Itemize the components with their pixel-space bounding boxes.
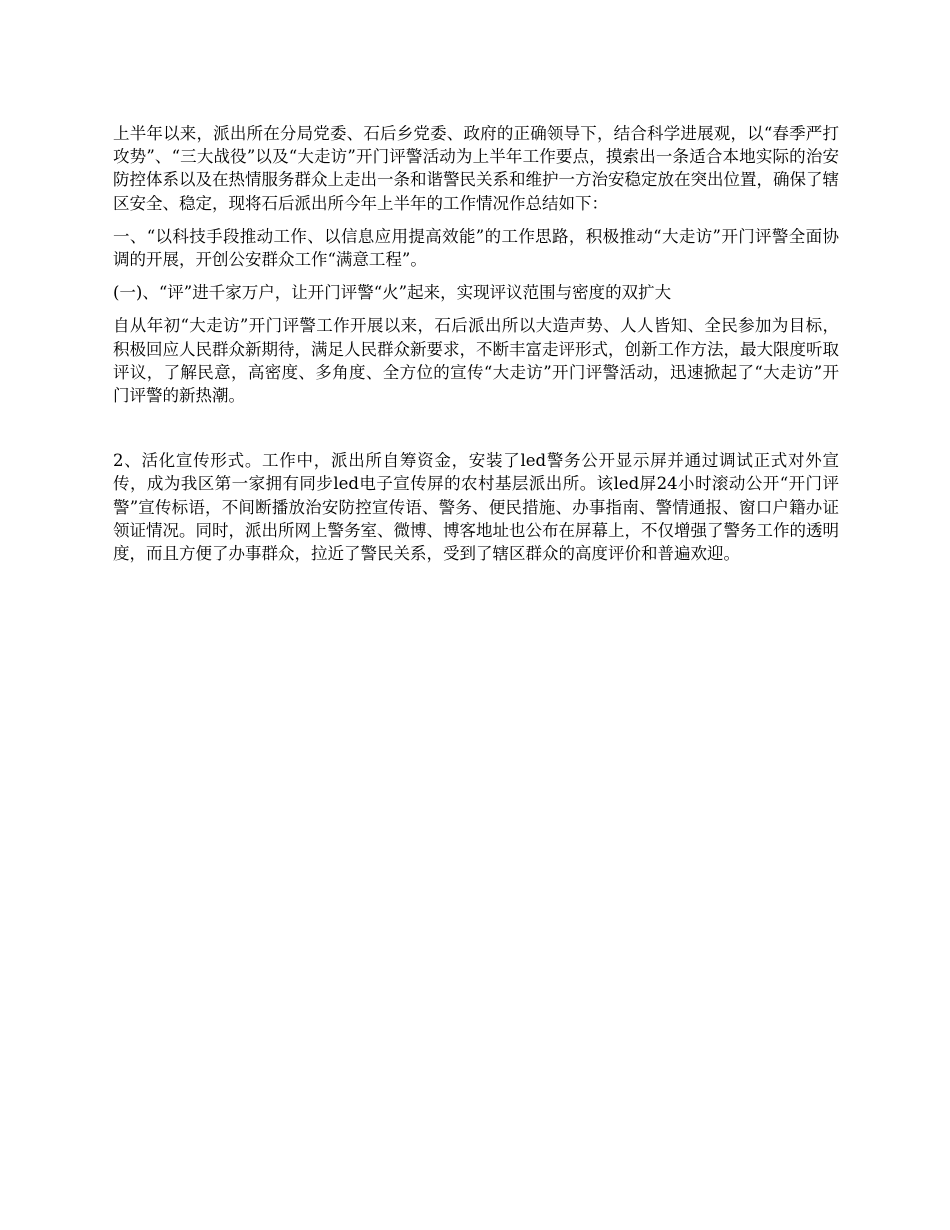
section-heading-one: 一、“以科技手段推动工作、以信息应用提高效能”的工作思路，积极推动“大走访”开门评警全面协调的开展，开创公安群众工作“满意工程”。 — [113, 226, 839, 270]
item-two-paragraph: 2、活化宣传形式。工作中，派出所自筹资金，安装了led警务公开显示屏并通过调试正式对外宣传，成为我区第一家拥有同步led电子宣传屏的农村基层派出所。该led屏24小时滚动公开“开门评警”宣传标语，不间断播放治安防控宣传语、警务、便民措施、办事指南、警情通报、窗口户籍办证领证情况。同时，派出所网上警务室、微博、博客地址也公布在屏幕上，不仅增强了警务工作的透明度，而且方便了办事群众，拉近了警民关系，受到了辖区群众的高度评价和普遍欢迎。 — [113, 451, 839, 564]
paragraph-spacer — [113, 417, 839, 449]
body-paragraph: 自从年初“大走访”开门评警工作开展以来，石后派出所以大造声势、人人皆知、全民参加为目标，积极回应人民群众新期待，满足人民群众新要求，不断丰富走评形式，创新工作方法，最大限度听取评议，了解民意，高密度、多角度、全方位的宣传“大走访”开门评警活动，迅速掀起了“大走访”开门评警的新热潮。 — [113, 316, 839, 406]
subsection-heading: (一)、“评”进千家万户，让开门评警“火”起来，实现评议范围与密度的双扩大 — [113, 283, 672, 303]
document-page — [113, 122, 839, 575]
intro-paragraph: 上半年以来，派出所在分局党委、石后乡党委、政府的正确领导下，结合科学进展观，以“春季严打攻势”、“三大战役”以及“大走访”开门评警活动为上半年工作要点，摸索出一条适合本地实际的治安防控体系以及在热情服务群众上走出一条和谐警民关系和维护一方治安稳定放在突出位置，确保了辖区安全、稳定，现将石后派出所今年上半年的工作情况作总结如下： — [113, 124, 839, 213]
